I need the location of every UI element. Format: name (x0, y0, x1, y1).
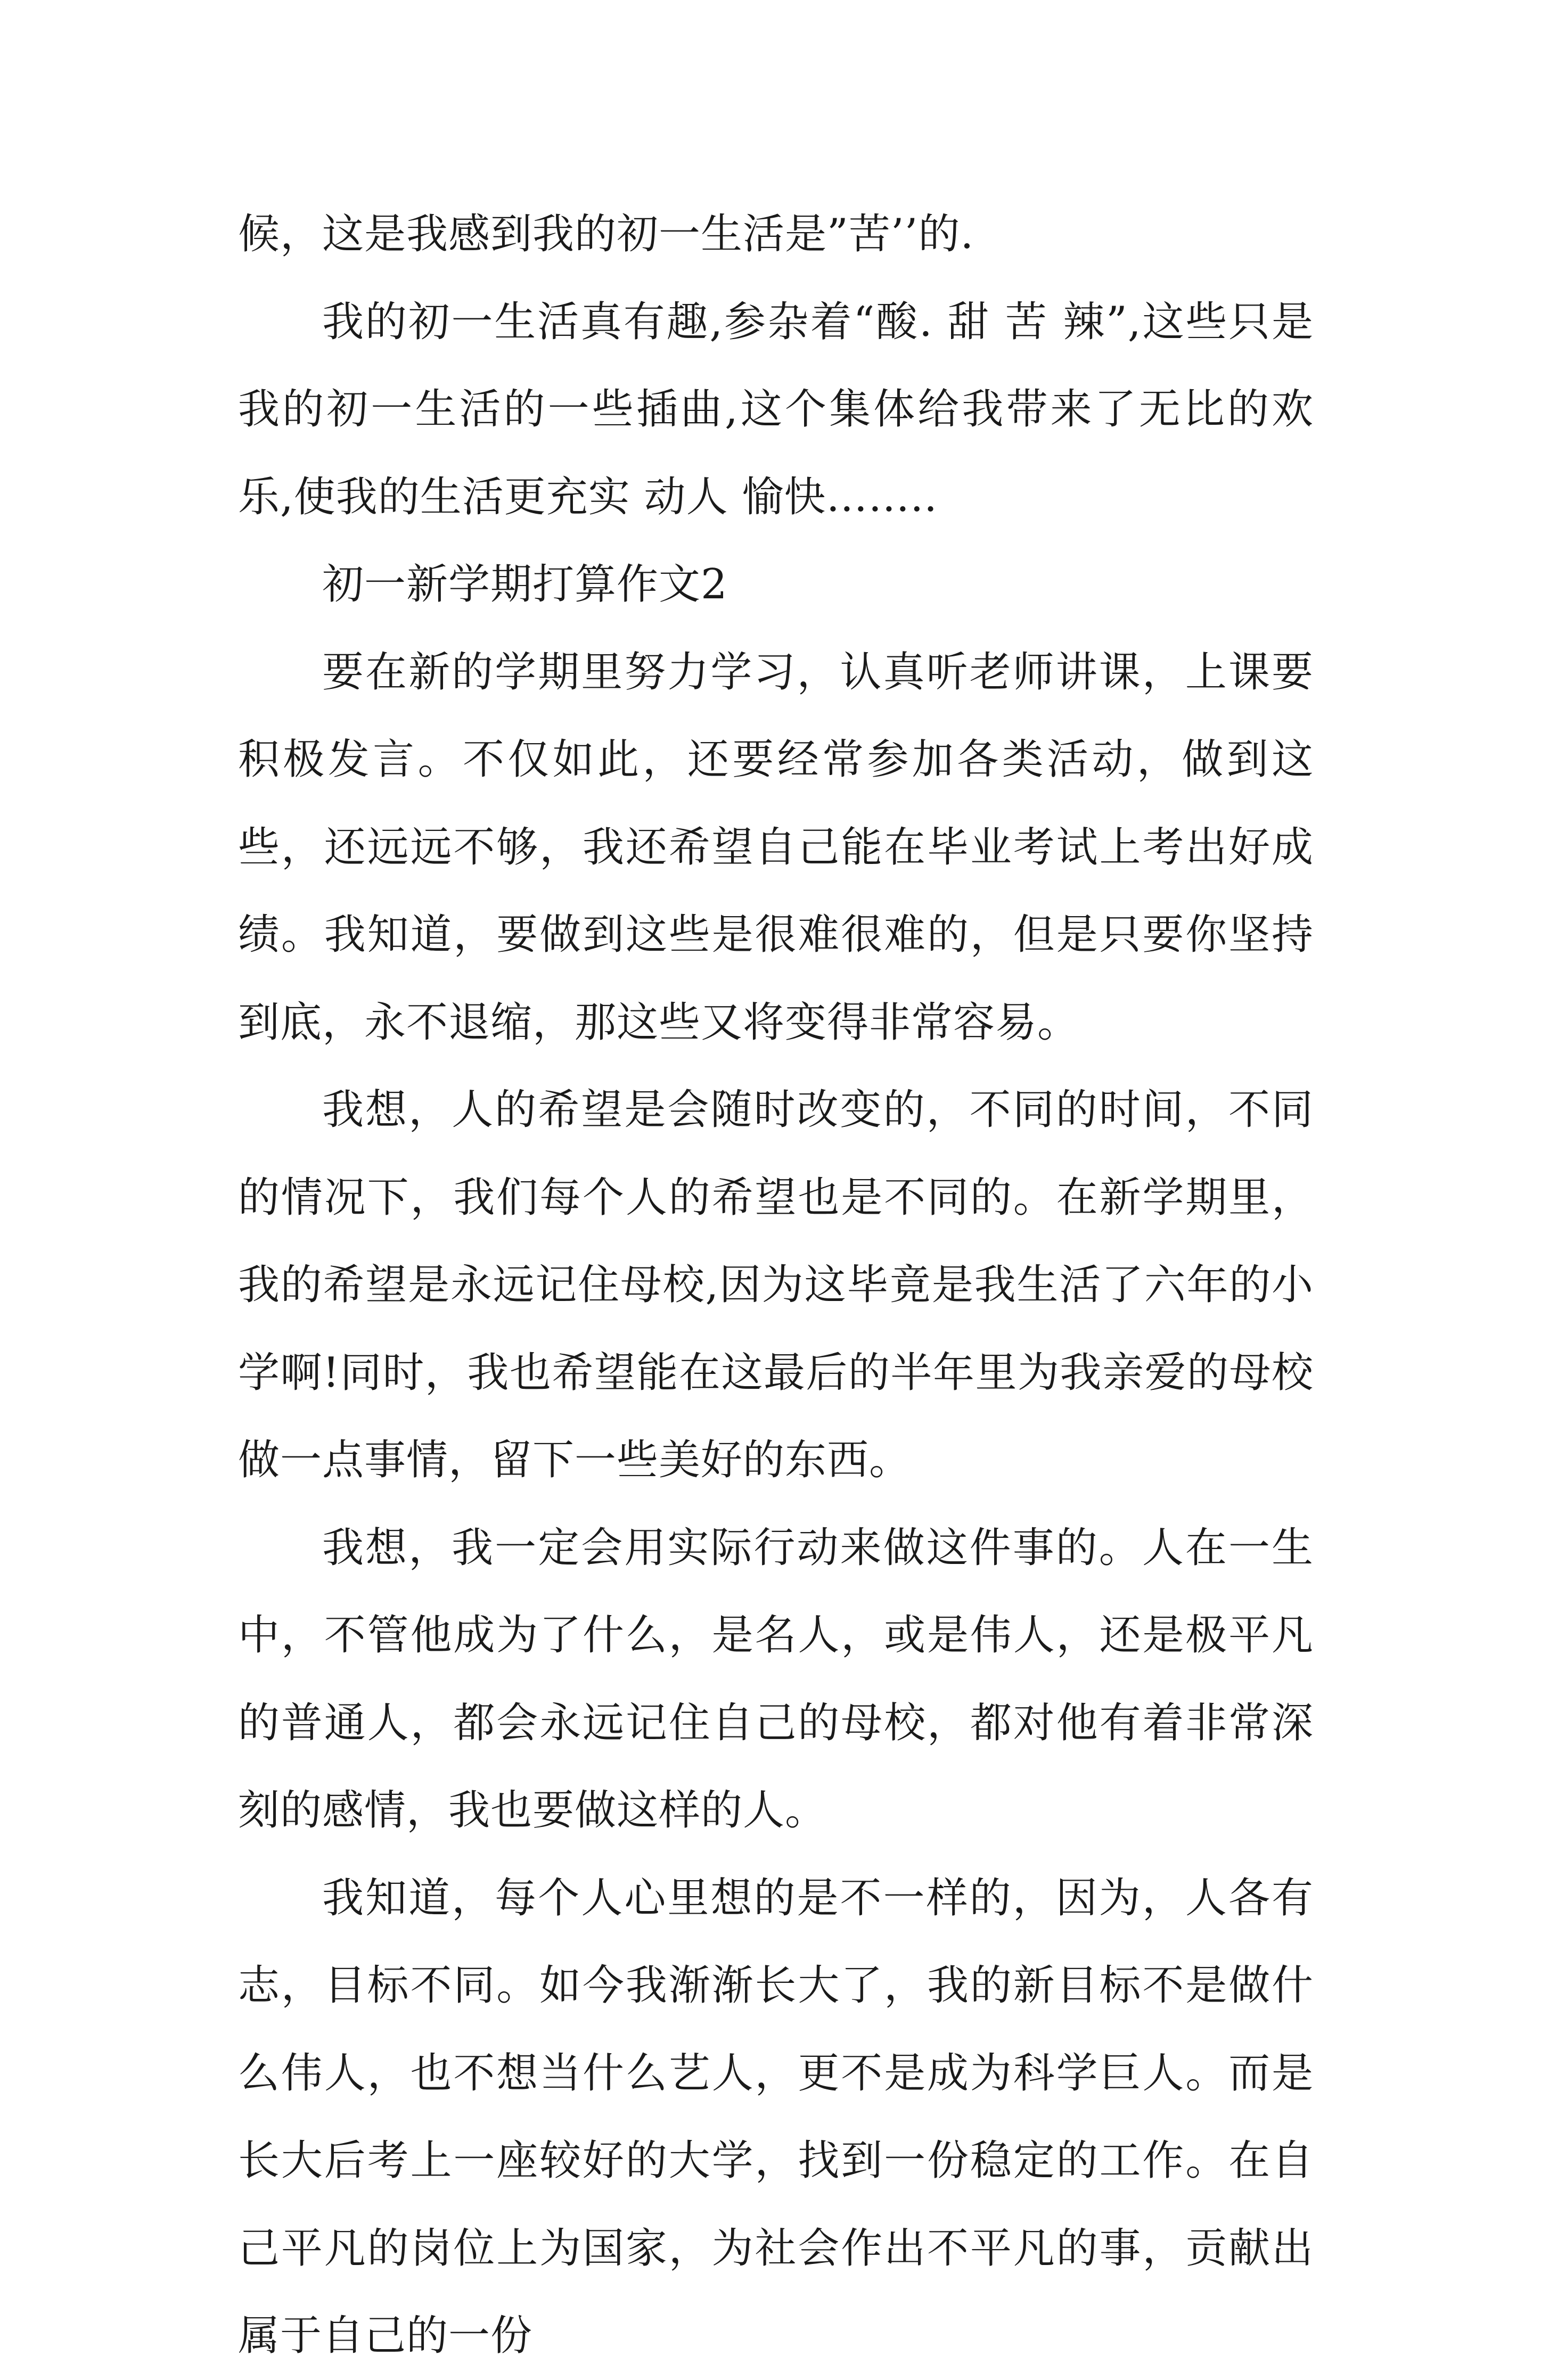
paragraph: 要在新的学期里努力学习，认真听老师讲课，上课要积极发言。不仅如此，还要经常参加各类活动，做到这些，还远远不够，我还希望自己能在毕业考试上考出好成绩。我知道，要做到这些是很难很难的，但是只要你坚持到底，永不退缩，那这些又将变得非常容易。 (238, 648, 1314, 1047)
essay-title: 初一新学期打算作文2 (322, 561, 728, 608)
paragraph: 我的初一生活真有趣,参杂着“酸. 甜 苦 辣”,这些只是我的初一生活的一些插曲,这个集体给我带来了无比的欢乐,使我的生活更充实 动人 愉快…….. (238, 298, 1314, 521)
paragraph-continuation: 候，这是我感到我的初一生活是”苦’’的. (238, 210, 974, 258)
document-body (238, 191, 1314, 2380)
paragraph: 我想，我一定会用实际行动来做这件事的。人在一生中，不管他成为了什么，是名人，或是伟人，还是极平凡的普通人，都会永远记住自己的母校，都对他有着非常深刻的感情，我也要做这样的人。 (238, 1523, 1314, 1834)
paragraph: 我想，人的希望是会随时改变的，不同的时间，不同的情况下，我们每个人的希望也是不同的。在新学期里，我的希望是永远记住母校,因为这毕竟是我生活了六年的小学啊!同时，我也希望能在这最后的半年里为我亲爱的母校做一点事情，留下一些美好的东西。 (238, 1086, 1314, 1484)
paragraph: 我知道，每个人心里想的是不一样的，因为，人各有志，目标不同。如今我渐渐长大了，我的新目标不是做什么伟人，也不想当什么艺人，更不是成为科学巨人。而是长大后考上一座较好的大学，找到一份稳定的工作。在自己平凡的岗位上为国家，为社会作出不平凡的事，贡献出属于自己的一份 (238, 1874, 1314, 2360)
